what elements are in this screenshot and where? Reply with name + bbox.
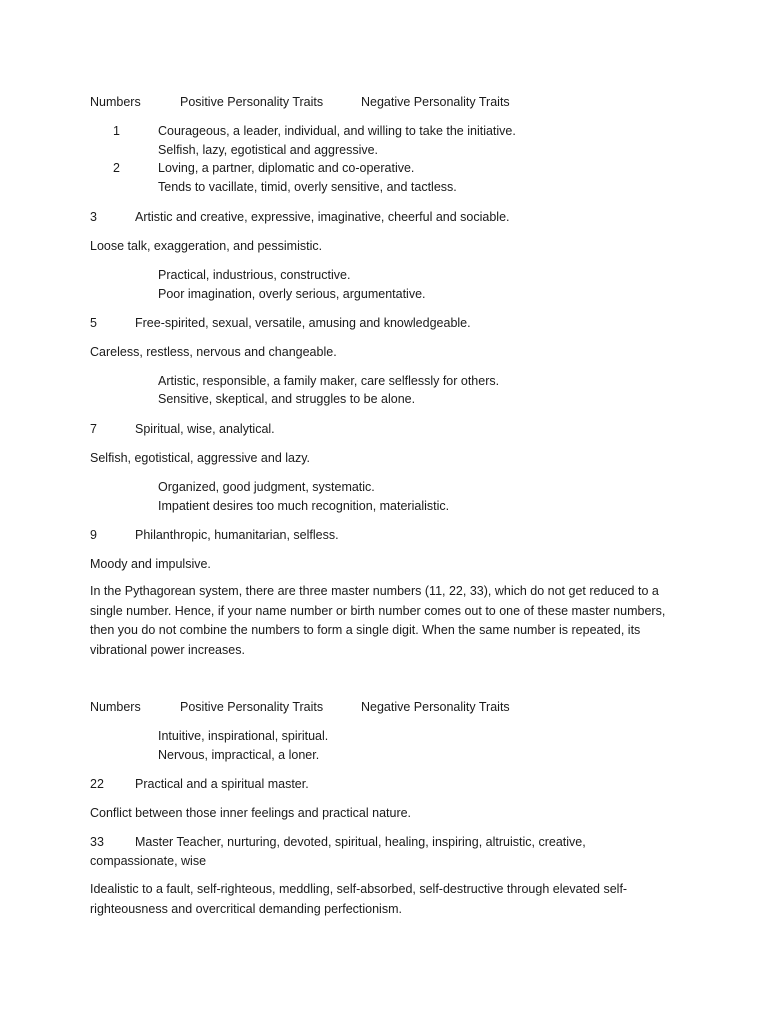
row5-number: 5: [90, 316, 97, 330]
row6-negative: Sensitive, skeptical, and struggles to be alone.: [158, 392, 416, 406]
row1-positive: Courageous, a leader, individual, and willing to take the initiative.: [158, 124, 516, 138]
row4-positive: Practical, industrious, constructive.: [158, 268, 351, 282]
row9-negative: Moody and impulsive.: [90, 557, 211, 571]
row2-number: 2: [113, 161, 120, 175]
row11-negative: Nervous, impractical, a loner.: [158, 748, 320, 762]
table2-header-numbers: Numbers: [90, 700, 141, 714]
row3-number: 3: [90, 210, 97, 224]
row4-negative: Poor imagination, overly serious, argumentative.: [158, 287, 426, 301]
row33-negative: Idealistic to a fault, self-righteous, meddling, self-absorbed, self-destructive through elevated self-righteousness and overcritical demanding perfectionism.: [90, 882, 628, 916]
row7-negative: Selfish, egotistical, aggressive and lazy.: [90, 451, 311, 465]
row6-positive: Artistic, responsible, a family maker, care selflessly for others.: [158, 374, 500, 388]
row2-negative: Tends to vacillate, timid, overly sensitive, and tactless.: [158, 180, 457, 194]
row1-negative: Selfish, lazy, egotistical and aggressive.: [158, 143, 379, 157]
row33-positive-continued: compassionate, wise: [90, 854, 207, 868]
row5-negative: Careless, restless, nervous and changeable.: [90, 345, 337, 359]
row2-positive: Loving, a partner, diplomatic and co-operative.: [158, 161, 415, 175]
row8-negative: Impatient desires too much recognition, materialistic.: [158, 499, 450, 513]
row8-positive: Organized, good judgment, systematic.: [158, 480, 375, 494]
row22-number: 22: [90, 777, 104, 791]
row33-positive: Master Teacher, nurturing, devoted, spiritual, healing, inspiring, altruistic, creative,: [135, 835, 586, 849]
row3-negative: Loose talk, exaggeration, and pessimistic.: [90, 239, 323, 253]
row11-positive: Intuitive, inspirational, spiritual.: [158, 729, 329, 743]
row22-positive: Practical and a spiritual master.: [135, 777, 309, 791]
table2-header-negative: Negative Personality Traits: [361, 700, 510, 714]
table1-header-numbers: Numbers: [90, 95, 141, 109]
row7-number: 7: [90, 422, 97, 436]
table1-header-positive: Positive Personality Traits: [180, 95, 324, 109]
row9-positive: Philanthropic, humanitarian, selfless.: [135, 528, 339, 542]
row1-number: 1: [113, 124, 120, 138]
row33-number: 33: [90, 835, 104, 849]
table2-header-positive: Positive Personality Traits: [180, 700, 324, 714]
table1-header-negative: Negative Personality Traits: [361, 95, 510, 109]
row7-positive: Spiritual, wise, analytical.: [135, 422, 275, 436]
row22-negative: Conflict between those inner feelings and practical nature.: [90, 806, 412, 820]
row3-positive: Artistic and creative, expressive, imaginative, cheerful and sociable.: [135, 210, 510, 224]
master-numbers-paragraph: In the Pythagorean system, there are three master numbers (11, 22, 33), which do not get reduced to a single number. Hence, if your name number or birth number comes out to one of these master numbers, then you do not combine the numbers to form a single digit. When the same number is repeated, its vibrational power increases.: [90, 584, 666, 657]
row9-number: 9: [90, 528, 97, 542]
row5-positive: Free-spirited, sexual, versatile, amusing and knowledgeable.: [135, 316, 471, 330]
